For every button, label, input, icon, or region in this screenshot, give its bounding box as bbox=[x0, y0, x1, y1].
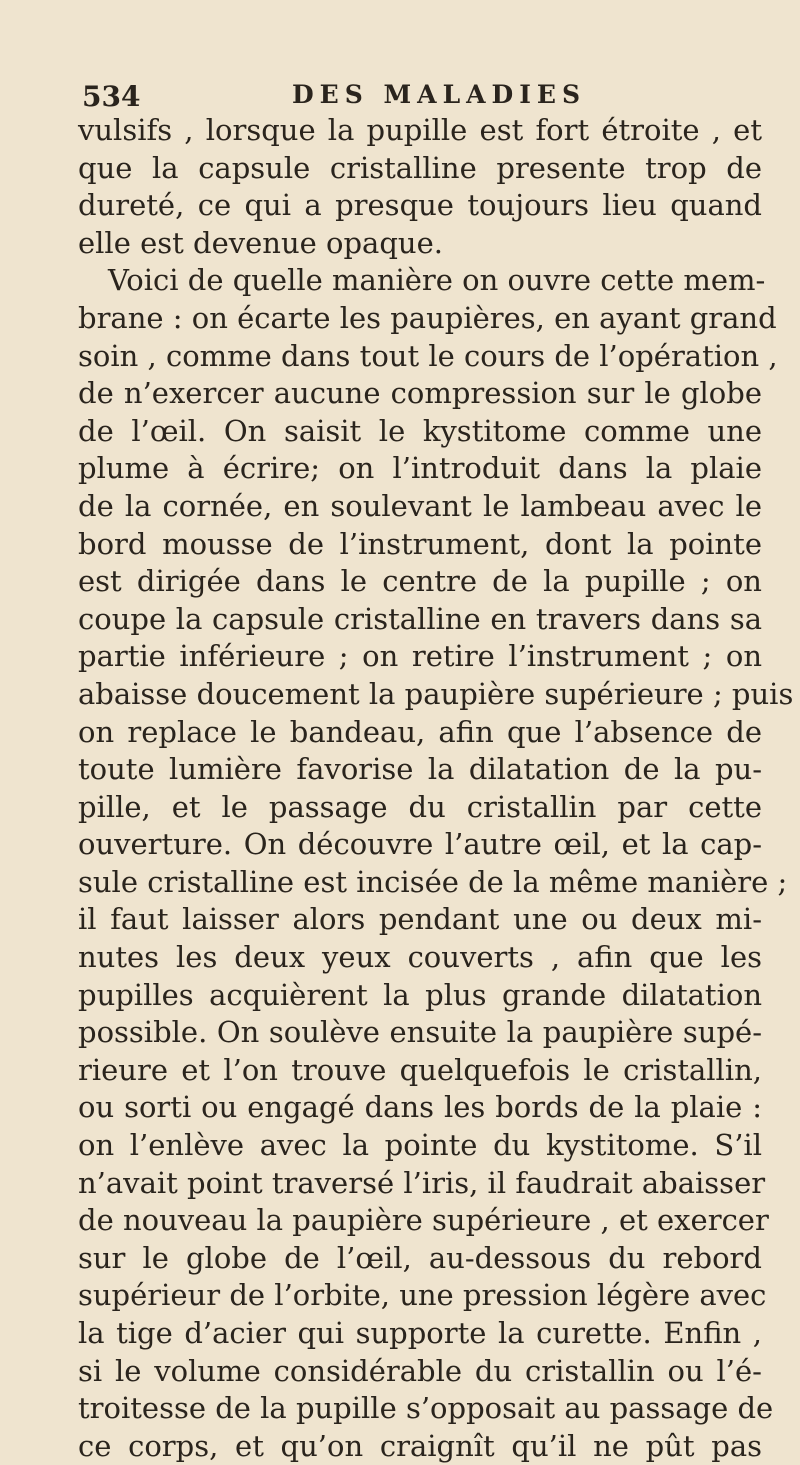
text-line: est dirigée dans le centre de la pupille ; on bbox=[78, 564, 762, 599]
text-line: la tige d’acier qui supporte la curette. Enfin , bbox=[78, 1316, 762, 1350]
text-line: toute lumière favorise la dilatation de la pu- bbox=[78, 752, 762, 787]
text-line: de nouveau la paupière supérieure , et exercer bbox=[78, 1203, 769, 1238]
text-line: sule cristalline est incisée de la même manière ; bbox=[78, 864, 788, 899]
text-line: coupe la capsule cristalline en travers dans sa bbox=[78, 601, 762, 636]
text-line: dureté, ce qui a presque toujours lieu quand bbox=[78, 188, 762, 223]
running-title: DES MALADIES bbox=[292, 80, 587, 109]
text-line: de l’œil. On saisit le kystitome comme une bbox=[78, 413, 762, 448]
text-line: Voici de quelle manière on ouvre cette mem- bbox=[108, 263, 766, 298]
text-line: bord mousse de l’instrument, dont la pointe bbox=[78, 526, 762, 561]
text-line: ce corps, et qu’on craignît qu’il ne pût pas bbox=[78, 1428, 762, 1463]
page-number: 534 bbox=[82, 80, 141, 113]
text-line: plume à écrire; on l’introduit dans la plaie bbox=[78, 451, 762, 486]
text-line: si le volume considérable du cristallin ou l’é- bbox=[78, 1353, 762, 1388]
text-line: brane : on écarte les paupières, en ayant grand bbox=[78, 300, 777, 335]
text-line: supérieur de l’orbite, une pression légère avec bbox=[78, 1278, 767, 1313]
text-line: il faut laisser alors pendant une ou deux mi- bbox=[78, 902, 762, 937]
text-line: on replace le bandeau, afin que l’absence de bbox=[78, 714, 762, 749]
text-line: de la cornée, en soulevant le lambeau avec le bbox=[78, 488, 762, 523]
text-line: de n’exercer aucune compression sur le globe bbox=[78, 376, 762, 411]
body-text bbox=[78, 112, 794, 1465]
page-header bbox=[78, 68, 762, 112]
text-line: nutes les deux yeux couverts , afin que les bbox=[78, 940, 762, 975]
text-line: troitesse de la pupille s’opposait au passage de bbox=[78, 1391, 774, 1426]
text-line: ou sorti ou engagé dans les bords de la plaie : bbox=[78, 1090, 762, 1125]
text-line: partie inférieure ; on retire l’instrument ; on bbox=[78, 639, 762, 674]
text-line: on l’enlève avec la pointe du kystitome. S’il bbox=[78, 1128, 762, 1163]
text-line: sur le globe de l’œil, au-dessous du rebord bbox=[78, 1240, 762, 1275]
text-line: soin , comme dans tout le cours de l’opération , bbox=[78, 338, 778, 373]
text-line: ouverture. On découvre l’autre œil, et la cap- bbox=[78, 827, 762, 862]
text-line: elle est devenue opaque. bbox=[78, 225, 443, 260]
text-line: possible. On soulève ensuite la paupière supé- bbox=[78, 1015, 762, 1050]
text-line: pille, et le passage du cristallin par cette bbox=[78, 789, 762, 824]
text-line: pupilles acquièrent la plus grande dilatation bbox=[78, 977, 762, 1012]
text-line: abaisse doucement la paupière supérieure ; puis bbox=[78, 676, 794, 711]
text-line: que la capsule cristalline presente trop de bbox=[78, 150, 762, 185]
text-line: n’avait point traversé l’iris, il faudrait abaisser bbox=[78, 1165, 766, 1200]
text-line: rieure et l’on trouve quelquefois le cristallin, bbox=[78, 1052, 762, 1087]
text-line: vulsifs , lorsque la pupille est fort étroite , et bbox=[78, 113, 762, 147]
